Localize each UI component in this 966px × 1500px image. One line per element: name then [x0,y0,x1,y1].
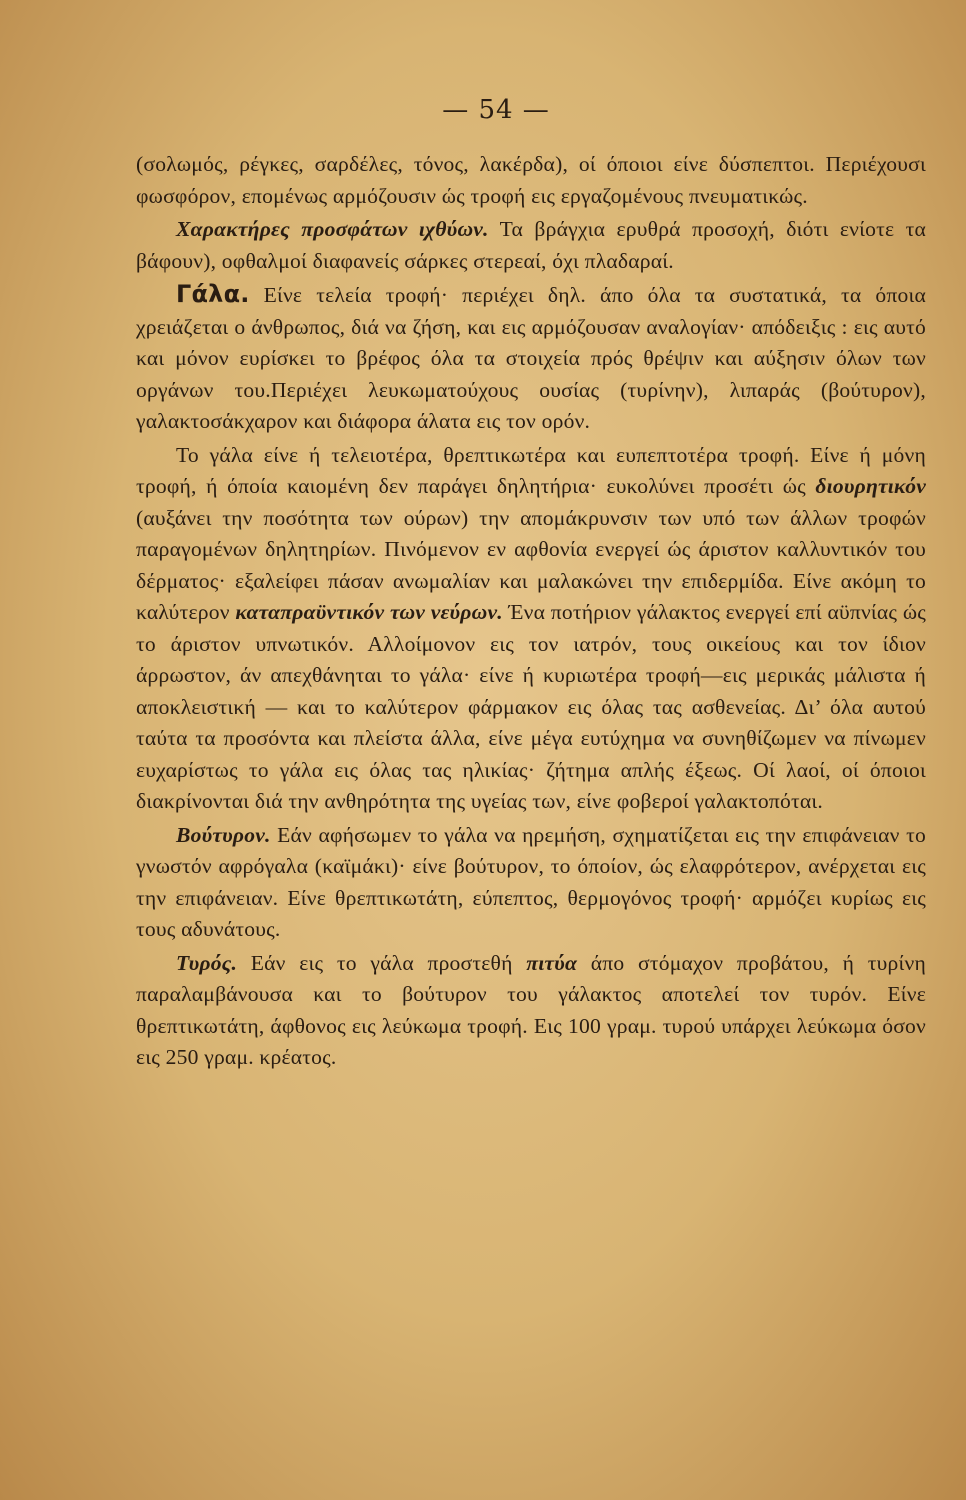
paragraph-text: Το γάλα είνε ή τελειοτέρα, θρεπτικωτέρα και ευπεπτοτέρα τροφή. Είνε ή μόνη τροφή, ή όποία καιομένη δεν παράγει δηλητήρια· ευκολύνει προσέτι ώς [136,442,926,498]
paragraph-butter [136,820,926,946]
paragraph-text: (σολωμός, ρέγκες, σαρδέλες, τόνος, λακέρδα), οί όποιοι είνε δύσπεπτοι. Περιέχουσι φωσφόρον, επομένως αρμόζουσιν ώς τροφή εις εργαζομένους πνευματικώς. [136,152,926,208]
paragraph-milk [136,279,926,438]
paragraph-text: Εάν εις το γάλα προστεθή [237,950,527,975]
paragraph-text: (αυξάνει την ποσότητα των ούρων) την απομάκρυνσιν των υπό των άλλων τροφών παραγομένων δηλητηρίων. Πινόμενον εν αφθονία ενεργεί ώς άριστον καλλυντικόν του δέρματος· εξαλείφει πάσαν ανωμαλίαν και μαλακώνει την επιδερμίδα. Είνε ακόμη το καλύτερον [136,505,926,624]
emphasis-diuretic: διουρητικόν [815,474,926,498]
paragraph-milk-benefits [136,440,926,818]
paragraph-text: άπο στόμαχον προβάτου, ή τυρίνη παραλαμβάνουσα και το βούτυρον του γάλακτος αποτελεί τον τυρόν. Είνε θρεπτικωτάτη, άφθονος εις λεύκωμα τροφή. Εις 100 γραμ. τυρού υπάρχει λεύκωμα όσον εις 250 γραμ. κρέατος. [136,950,926,1069]
paragraph-text: Εάν αφήσωμεν το γάλα να ηρεμήση, σχηματίζεται εις την επιφάνειαν το γνωστόν αφρόγαλα (καϊμάκι)· είνε βούτυρον, το όποίον, ώς ελαφρότερον, ανέρχεται εις την επιφάνειαν. Είνε θρεπτικωτάτη, εύπεπτος, θερμογόνος τροφή· αρμόζει κυρίως εις τους αδυνάτους. [136,822,926,941]
page-number: — 54 — [442,95,550,125]
paragraph-cheese [136,948,926,1074]
section-heading-fresh-fish: Χαρακτήρες προσφάτων ιχθύων. [176,217,489,241]
section-heading-cheese: Τυρός. [176,950,238,975]
paragraph-text: Είνε τελεία τροφή· περιέχει δηλ. άπο όλα τα συστατικά, τα όποια χρειάζεται ο άνθρωπος, διά να ζήση, και εις αρμόζουσαν αναλογίαν· απόδειξις : εις αυτό και μόνον ευρίσκει το βρέφος όλα τα στοιχεία πρός θρέψιν και αύξησιν όλων των οργάνων του.Περιέχει λευκωματούχους ουσίας (τυρίνην), λιπαράς (βούτυρον), γαλακτοσάκχαρον και διάφορα άλατα εις τον ορόν. [136,283,926,433]
section-heading-butter: Βούτυρον. [176,822,271,847]
emphasis-rennet: πιτύα [526,950,578,975]
body-text [136,149,926,1074]
paragraph-fish [136,149,926,212]
paragraph-fresh-fish [136,214,926,277]
paragraph-text: Τα βράγχια ερυθρά προσοχή, διότι ενίοτε τα βάφουν), οφθαλμοί διαφανείς σάρκες στερεαί, όχι πλαδαραί. [136,217,926,273]
paragraph-text: Ένα ποτήριον γάλακτος ενεργεί επί αϋπνίας ώς το άριστον υπνωτικόν. Αλλοίμονον εις τον ιατρόν, τους οικείους και τον ίδιον άρρωστον, άν απεχθάνηται το γάλα· είνε ή κυριωτέρα τροφή—εις μερικάς μάλιστα ή αποκλειστική — και το καλύτερον φάρμακον εις όλας τας ασθενείας. Δι’ όλα αυτού ταύτα τα προσόντα και πλείστα άλλα, είνε μέγα ευτύχημα να συνηθίζωμεν να πίνωμεν ευχαρίστως το γάλα εις όλας τας ηλικίας· ζήτημα απλής έξεως. Οί λαοί, οί όποιοι διακρίνονται διά την ανθηρότητα της υγείας των, είνε φοβεροί γαλακτοπόται. [136,600,926,813]
emphasis-nerve-soother: καταπραϋντικόν των νεύρων. [235,600,503,624]
section-heading-milk: Γάλα. [176,280,250,308]
